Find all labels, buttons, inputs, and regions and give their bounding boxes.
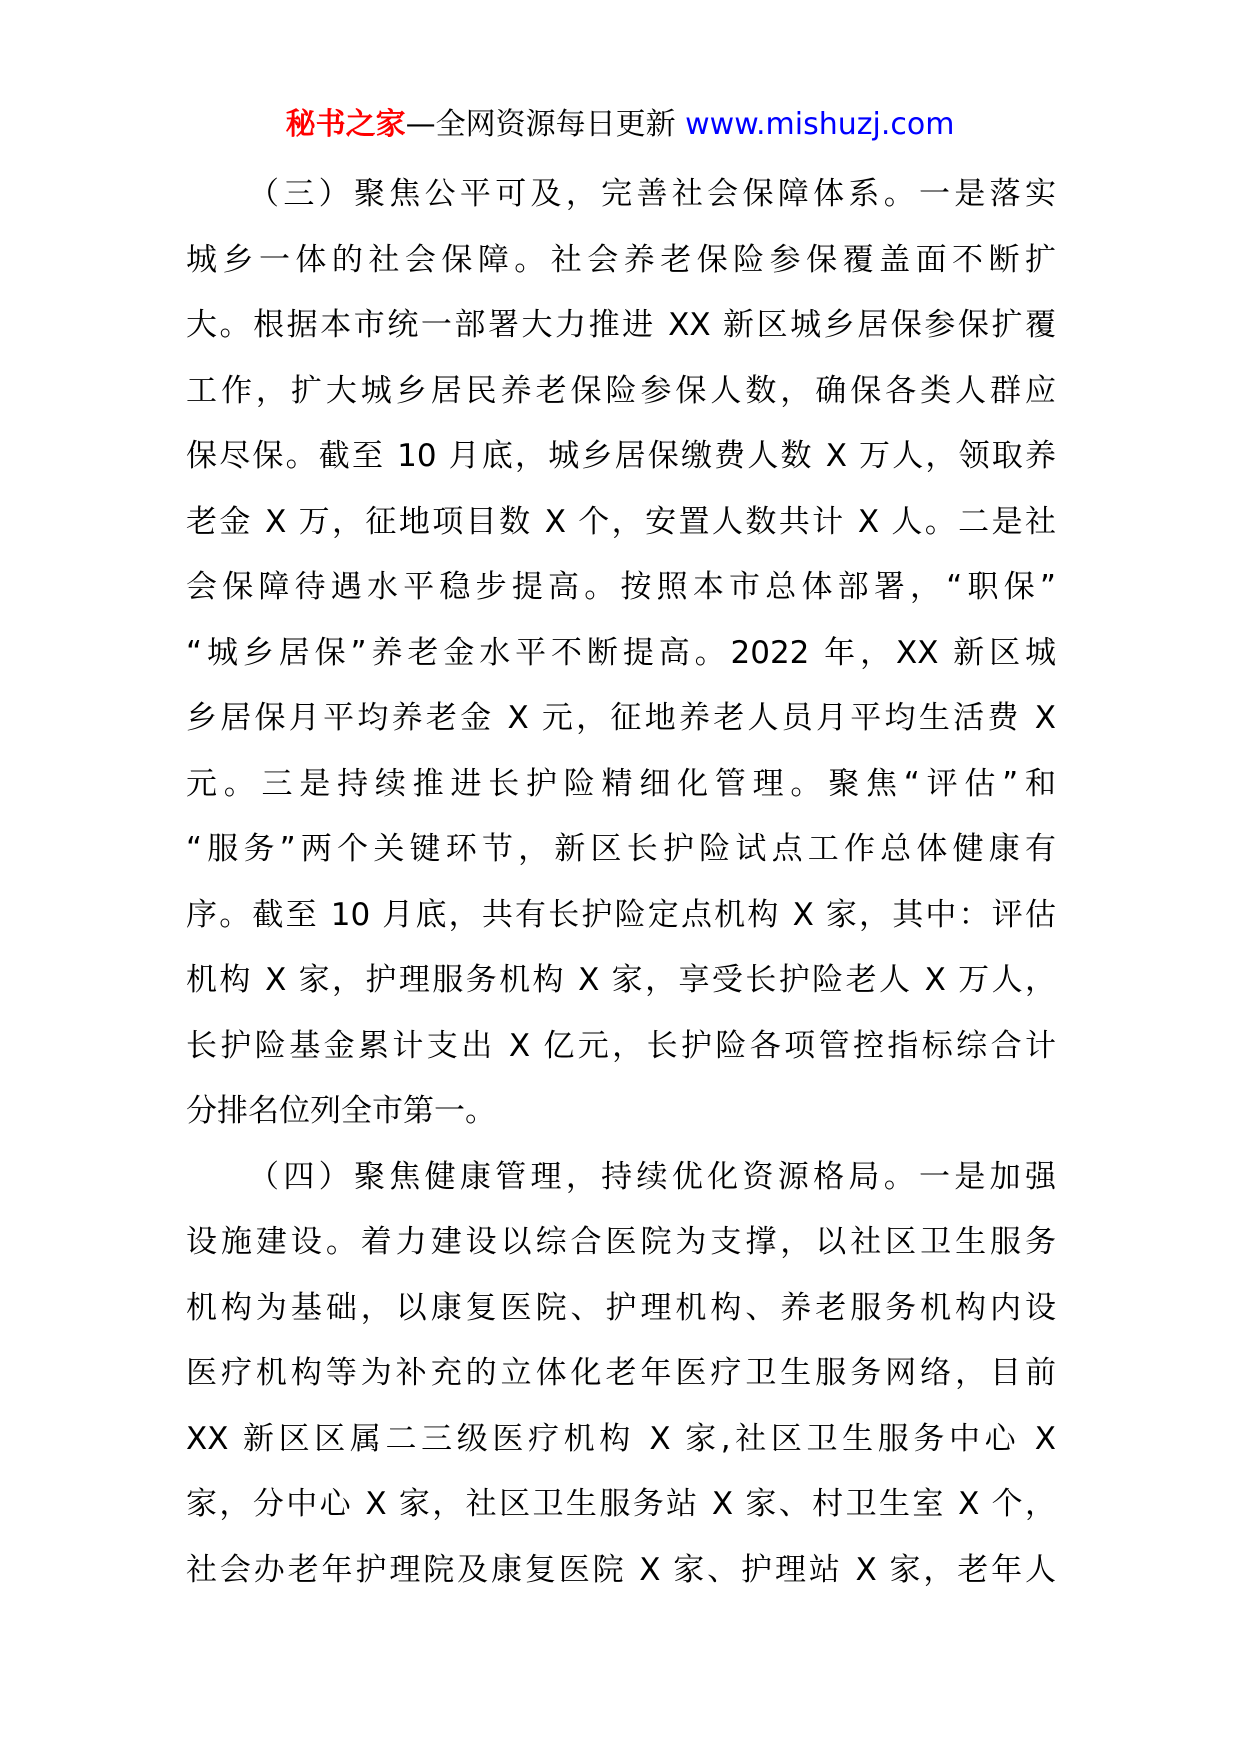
- header-site-link[interactable]: www.mishuzj.com: [685, 107, 955, 142]
- text-line: “服务”两个关键环节，新区长护险试点工作总体健康有: [186, 831, 1056, 867]
- text-line: XX 新区区属二三级医疗机构 X 家,社区卫生服务中心 X: [186, 1420, 1056, 1457]
- header-brand: 秘书之家: [285, 107, 406, 142]
- text-line: 分排名位列全市第一。: [186, 1093, 496, 1129]
- text-line: 机构 X 家，护理服务机构 X 家，享受长护险老人 X 万人，: [186, 962, 1056, 998]
- text-line: 城乡一体的社会保障。社会养老保险参保覆盖面不断扩: [186, 241, 1056, 278]
- text-line: 机构为基础，以康复医院、护理机构、养老服务机构内设: [186, 1289, 1056, 1326]
- text-line: 长护险基金累计支出 X 亿元，长护险各项管控指标综合计: [186, 1027, 1056, 1064]
- text-line: （四）聚焦健康管理，持续优化资源格局。一是加强: [248, 1158, 1056, 1195]
- header-slogan: —全网资源每日更新: [405, 107, 686, 142]
- text-line: 序。截至 10 月底，共有长护险定点机构 X 家，其中：评估: [186, 896, 1056, 933]
- text-line: 社会办老年护理院及康复医院 X 家、护理站 X 家，老年人: [186, 1551, 1056, 1588]
- paragraph-social-security: [186, 162, 1056, 1145]
- page-header: [0, 103, 1240, 147]
- text-line: 工作，扩大城乡居民养老保险参保人数，确保各类人群应: [186, 372, 1056, 409]
- text-line: 老金 X 万，征地项目数 X 个，安置人数共计 X 人。二是社: [186, 503, 1056, 540]
- text-line: “城乡居保”养老金水平不断提高。2022 年，XX 新区城: [186, 634, 1056, 671]
- text-line: 会保障待遇水平稳步提高。按照本市总体部署，“职保”: [186, 569, 1056, 605]
- text-line: 家，分中心 X 家，社区卫生服务站 X 家、村卫生室 X 个，: [186, 1486, 1056, 1522]
- text-line: 设施建设。着力建设以综合医院为支撑，以社区卫生服务: [186, 1224, 1056, 1260]
- document-body: [186, 162, 1056, 1603]
- text-line: 大。根据本市统一部署大力推进 XX 新区城乡居保参保扩覆: [186, 307, 1056, 343]
- text-line: 医疗机构等为补充的立体化老年医疗卫生服务网络，目前: [186, 1355, 1056, 1391]
- text-line: 保尽保。截至 10 月底，城乡居保缴费人数 X 万人，领取养: [186, 438, 1056, 474]
- text-line: 乡居保月平均养老金 X 元，征地养老人员月平均生活费 X: [186, 700, 1056, 736]
- paragraph-health-management: [186, 1145, 1056, 1604]
- text-line: （三）聚焦公平可及，完善社会保障体系。一是落实: [248, 176, 1056, 212]
- text-line: 元。三是持续推进长护险精细化管理。聚焦“评估”和: [186, 765, 1056, 802]
